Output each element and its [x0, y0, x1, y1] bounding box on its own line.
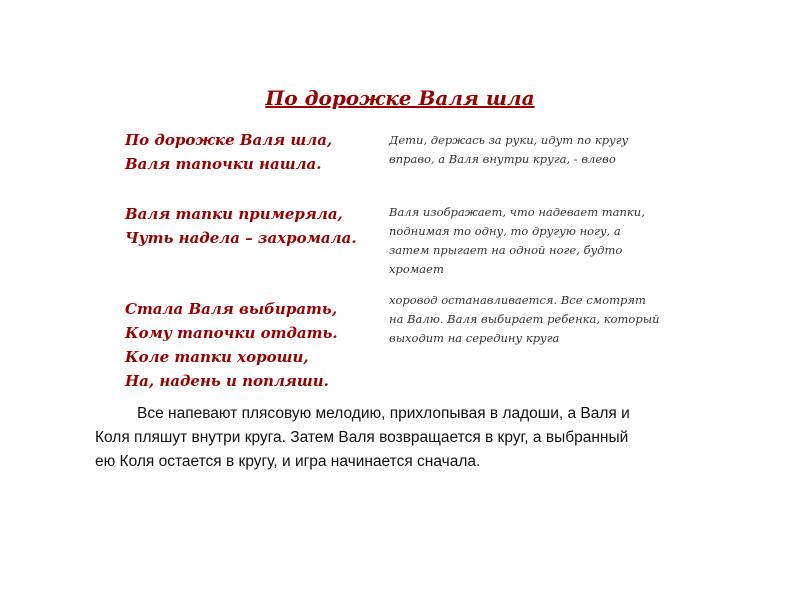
paragraph-line: Все напевают плясовую мелодию, прихлопывая в ладоши, а Валя и — [137, 405, 630, 422]
verse-line: Валя тапочки нашла. — [125, 155, 322, 173]
instruction-stanza-1 — [389, 131, 709, 169]
paragraph-line: ею Коля остается в кругу, и игра начинается сначала. — [95, 453, 481, 470]
instruction-line: вправо, а Валя внутри круга, - влево — [389, 152, 616, 166]
instruction-line: Дети, держась за руки, идут по кругу — [389, 133, 629, 147]
verse-stanza-1 — [125, 128, 375, 176]
page-title: По дорожке Валя шла — [265, 86, 535, 110]
instruction-stanza-2 — [389, 203, 709, 279]
verse-line: Коле тапки хороши, — [125, 348, 309, 366]
instruction-line: затем прыгает на одной ноге, будто — [389, 243, 623, 257]
game-description-paragraph — [95, 402, 735, 474]
instruction-line: выходит на середину круга — [389, 331, 560, 345]
paragraph-line: Коля пляшут внутри круга. Затем Валя возвращается в круг, а выбранный — [95, 429, 629, 446]
verse-line: Чуть надела – захромала. — [125, 229, 357, 247]
instruction-line: поднимая то одну, то другую ногу, а — [389, 224, 621, 238]
verse-line: Валя тапки примеряла, — [125, 205, 343, 223]
verse-stanza-3 — [125, 297, 375, 393]
instruction-line: Валя изображает, что надевает тапки, — [389, 205, 645, 219]
instruction-line: хромает — [389, 262, 444, 276]
verse-line: Кому тапочки отдать. — [125, 324, 338, 342]
verse-line: Стала Валя выбирать, — [125, 300, 338, 318]
instruction-line: на Валю. Валя выбирает ребенка, который — [389, 312, 660, 326]
instruction-stanza-3 — [389, 291, 709, 348]
instruction-line: хоровод останавливается. Все смотрят — [389, 293, 646, 307]
verse-stanza-2 — [125, 202, 375, 250]
verse-line: На, надень и попляши. — [125, 372, 329, 390]
verse-line: По дорожке Валя шла, — [125, 131, 333, 149]
